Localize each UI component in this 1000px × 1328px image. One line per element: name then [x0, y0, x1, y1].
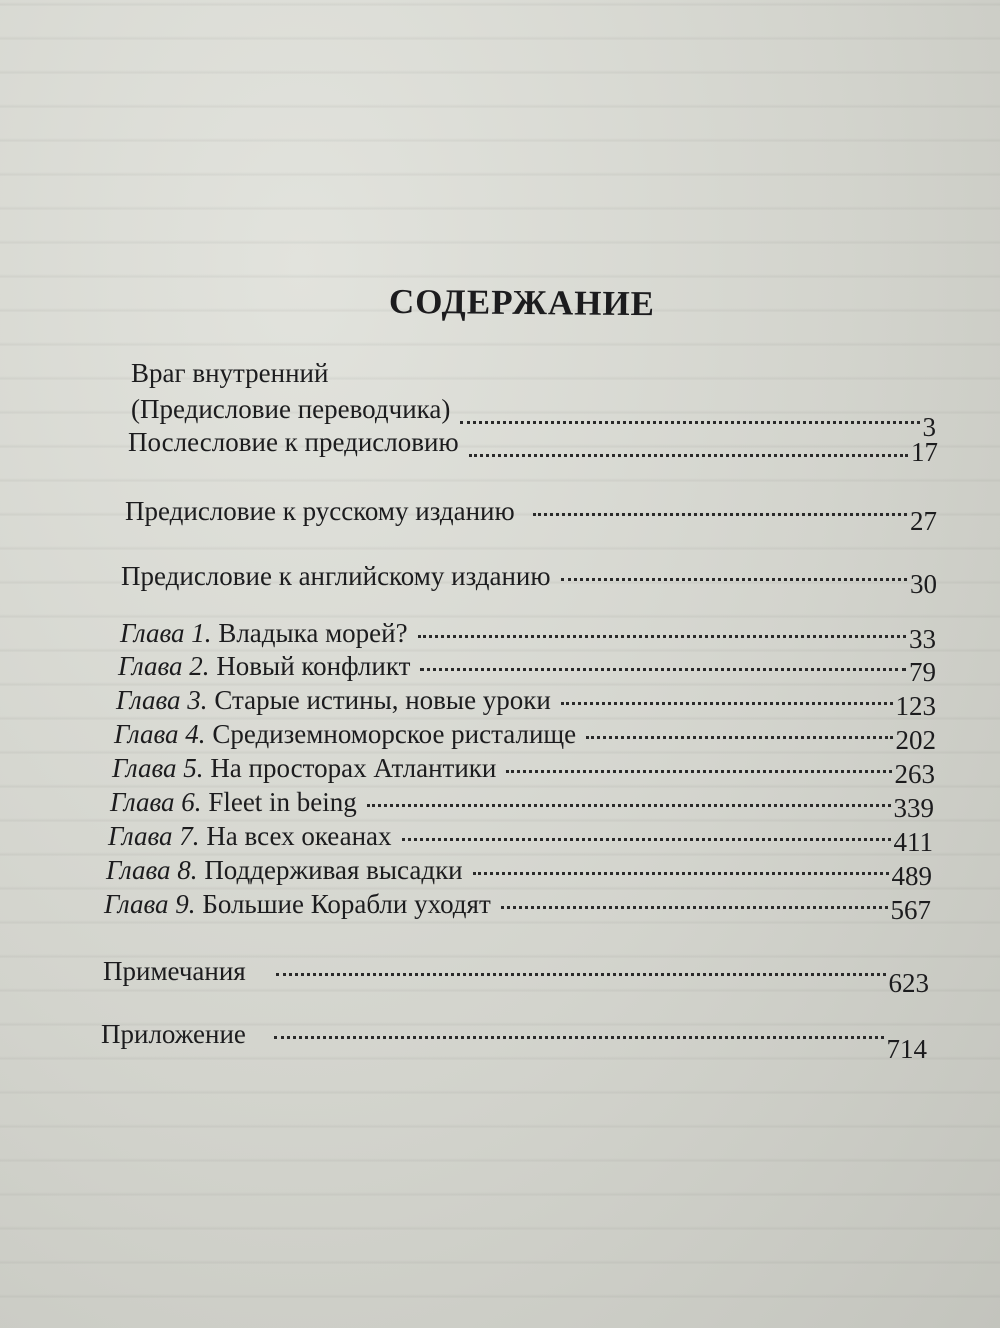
chapter-title: Средиземноморское ристалище	[212, 719, 577, 749]
page-number: 567	[890, 895, 931, 925]
page-number: 623	[888, 968, 929, 998]
leader-dots	[533, 513, 907, 516]
page-number: 339	[893, 793, 934, 823]
chapter-label	[118, 650, 410, 682]
leader-dots	[501, 906, 888, 909]
page-number: 17	[911, 437, 938, 467]
chapter-title: Fleet in being	[208, 787, 357, 817]
page-number: 30	[910, 569, 937, 599]
chapter-entry	[106, 854, 932, 891]
chapter-label	[116, 684, 551, 716]
chapter-prefix: Глава 5.	[112, 753, 204, 783]
toc-entry-label: Послесловие к предисловию	[128, 427, 459, 457]
toc-entry-label: Предисловие к русскому изданию	[125, 496, 515, 526]
page-number: 714	[886, 1034, 927, 1064]
chapter-label	[106, 854, 463, 886]
toc-entry	[121, 560, 937, 599]
chapter-title: На всех океанах	[206, 821, 392, 851]
leader-dots	[402, 838, 891, 841]
toc-entry	[103, 955, 929, 998]
chapter-prefix: Глава 9.	[104, 889, 196, 919]
chapter-title: Большие Корабли уходят	[202, 889, 491, 919]
leader-dots	[473, 872, 889, 875]
leader-dots	[561, 578, 907, 581]
chapter-label	[114, 718, 576, 750]
toc-entry	[101, 1018, 927, 1064]
leader-dots	[469, 454, 908, 457]
toc-entry-label: Примечания	[103, 956, 246, 986]
chapter-title: На просторах Атлантики	[210, 753, 497, 783]
chapter-title: Старые истины, новые уроки	[214, 685, 551, 715]
chapter-prefix: Глава 7.	[108, 821, 200, 851]
chapter-entry	[116, 684, 936, 721]
leader-dots	[506, 770, 891, 773]
toc-entry-label: (Предисловие переводчика)	[131, 394, 451, 424]
chapter-label	[112, 752, 496, 784]
page-number: 263	[894, 759, 935, 789]
page-number: 3	[922, 412, 936, 442]
chapter-entry	[114, 718, 936, 755]
chapter-title: Новый конфликт	[216, 651, 411, 681]
page-number: 123	[895, 691, 936, 721]
leader-dots	[274, 1036, 884, 1039]
leader-dots	[276, 973, 886, 976]
toc-entry-label: Предисловие к английскому изданию	[121, 561, 551, 591]
chapter-label	[108, 820, 392, 852]
chapter-entry	[120, 617, 936, 654]
chapter-label	[120, 617, 408, 649]
page-number: 79	[909, 657, 936, 687]
leader-dots	[420, 668, 906, 671]
toc-heading: СОДЕРЖАНИЕ	[388, 281, 656, 324]
leader-dots	[561, 702, 893, 705]
chapter-title: Владыка морей?	[218, 618, 408, 648]
toc-entry-line1: Враг внутренний	[131, 358, 329, 388]
chapter-label	[110, 786, 357, 818]
page-number: 33	[909, 624, 936, 654]
chapter-prefix: Глава 4.	[114, 719, 206, 749]
chapter-title: Поддерживая высадки	[204, 855, 463, 885]
chapter-prefix: Глава 1.	[120, 618, 212, 648]
page-number: 202	[895, 725, 936, 755]
page-number: 489	[891, 861, 932, 891]
leader-dots	[418, 635, 906, 638]
leader-dots	[460, 421, 919, 424]
chapter-entry	[118, 650, 936, 687]
toc-entry-label: Приложение	[101, 1019, 246, 1049]
chapter-entry	[110, 786, 934, 823]
chapter-entry	[108, 820, 933, 857]
chapter-prefix: Глава 8.	[106, 855, 198, 885]
leader-dots	[367, 804, 891, 807]
toc-entry	[125, 495, 937, 536]
chapter-entry	[104, 888, 931, 925]
chapter-entry	[112, 752, 935, 789]
chapter-prefix: Глава 3.	[116, 685, 208, 715]
toc-entry	[128, 426, 938, 467]
page-number: 27	[910, 506, 937, 536]
chapter-prefix: Глава 6.	[110, 787, 202, 817]
leader-dots	[586, 736, 892, 739]
chapter-prefix: Глава 2.	[118, 651, 210, 681]
chapter-label	[104, 888, 491, 920]
page-number: 411	[893, 827, 933, 857]
toc-entry	[131, 393, 936, 442]
